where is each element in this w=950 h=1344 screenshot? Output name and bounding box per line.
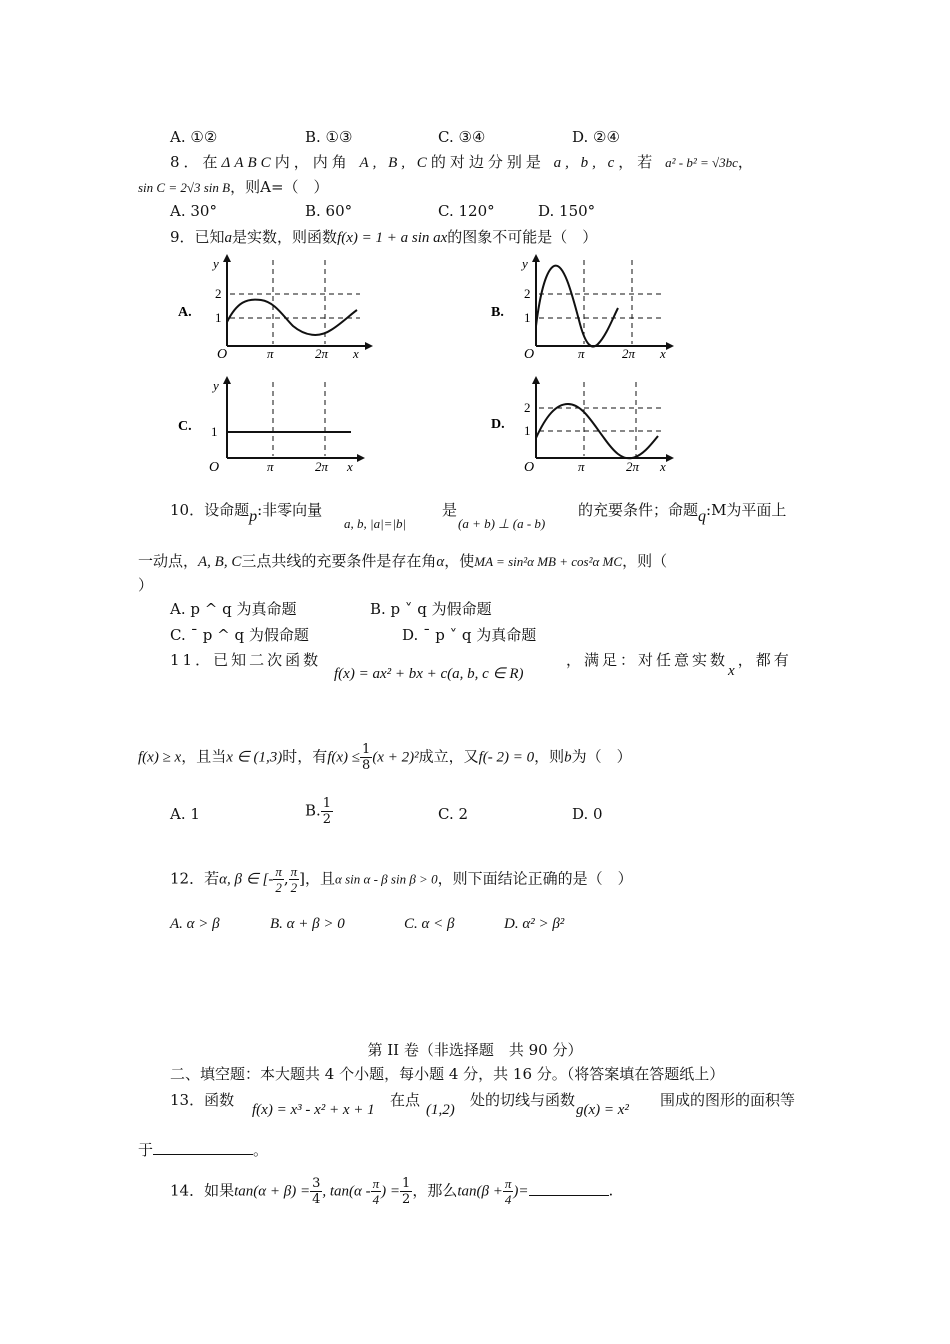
svg-text:O: O <box>217 347 228 362</box>
q13-g: g(x) = x² <box>576 1102 629 1118</box>
q13-area: 围成的图形的面积等 <box>660 1091 796 1109</box>
q11-line1a: 11．已知二次函数 <box>170 651 322 669</box>
q14-answer-blank[interactable] <box>529 1181 609 1196</box>
svg-text:2π: 2π <box>315 459 329 474</box>
q10-vectors: a, b, |a|=|b| <box>344 516 407 531</box>
q7-option-a: A. ①② <box>170 128 218 146</box>
graph-a-label: A. <box>178 305 192 320</box>
graph-c-label: C. <box>178 419 192 434</box>
graph-b-label: B. <box>491 305 504 320</box>
q10-option-a: A. p ^ q 为真命题 <box>170 600 297 618</box>
q12-option-d: D. α² > β² <box>504 916 565 932</box>
svg-text:y: y <box>213 378 219 393</box>
q8-line1: 8．在ΔABC内，内角 A, B, C的对边分别是 a, b, c，若 a² - b² = √3bc， <box>170 153 757 171</box>
svg-text:1: 1 <box>524 423 531 438</box>
svg-text:x: x <box>347 459 353 474</box>
q10-is: 是 <box>442 501 458 519</box>
svg-text:2π: 2π <box>315 346 329 361</box>
graph-d-label: D. <box>491 417 505 432</box>
q13-line1a: 13．函数 <box>170 1091 235 1109</box>
svg-text:2: 2 <box>524 286 531 301</box>
q10-line1: 10．设命题p:非零向量 <box>170 501 323 525</box>
svg-text:1: 1 <box>215 310 222 325</box>
svg-text:x: x <box>660 346 666 361</box>
svg-text:y: y <box>213 256 219 271</box>
q10-option-b: B. p ˅ q 为假命题 <box>370 600 492 618</box>
svg-text:y: y <box>522 256 528 271</box>
q12-option-b: B. α + β > 0 <box>270 916 345 932</box>
q12-stem: 12．若α, β ∈ [- $\frac{\pi}{2}$ , $\frac{\pi}{2}$ ]，且α sin α - β sin β > 0，则下面结论正确的是（ ） <box>170 864 633 895</box>
svg-text:π: π <box>578 346 585 361</box>
svg-text:O: O <box>209 460 220 475</box>
q10-perp: (a + b) ⊥ (a - b) <box>458 516 546 531</box>
svg-text:2: 2 <box>215 286 222 301</box>
q7-option-c: C. ③④ <box>438 128 486 146</box>
q14-stem: 14．如果tan(α + β) = $\frac{3}{4}$ , tan(α - $\frac{\pi}{4}$ ) = $\frac{1}{2}$ ，那么tan(β + $\frac{\pi}{4}$ )= . <box>170 1176 614 1207</box>
q11-option-b: B. $\frac{1}{2}$ <box>305 796 332 827</box>
q9-graph-b <box>488 250 688 362</box>
q13-at-point: 在点 <box>390 1091 421 1109</box>
svg-text:2π: 2π <box>626 459 640 474</box>
q13-answer-blank[interactable] <box>153 1140 253 1155</box>
q13-point: (1,2) <box>426 1102 455 1118</box>
svg-text:1: 1 <box>524 310 531 325</box>
q9-graph-a <box>175 250 375 362</box>
q13-line2: 于 。 <box>138 1141 269 1159</box>
svg-text:O: O <box>524 460 535 475</box>
q8-option-c: C. 120° <box>438 202 495 220</box>
q12-option-c: C. α < β <box>404 916 455 932</box>
q10-line3: ） <box>138 576 154 594</box>
q7-option-b: B. ①③ <box>305 128 353 146</box>
svg-text:π: π <box>267 459 274 474</box>
q9-graph-c <box>175 372 375 478</box>
q8-option-d: D. 150° <box>538 202 596 220</box>
q8-option-a: A. 30° <box>170 202 217 220</box>
svg-text:x: x <box>353 346 359 361</box>
q10-option-d: D. ¯ p ˅ q 为真命题 <box>402 626 537 644</box>
q10-line1-tail: 的充要条件；命题q:M为平面上 <box>578 501 787 525</box>
q10-option-c: C. ¯ p ^ q 为假命题 <box>170 626 309 644</box>
q13-tangent: 处的切线与函数 <box>470 1091 576 1109</box>
svg-text:2: 2 <box>524 400 531 415</box>
q8-option-b: B. 60° <box>305 202 353 220</box>
q8-line2: sin C = 2√3 sin B，则A=（ ） <box>138 178 329 196</box>
q11-option-d: D. 0 <box>572 805 603 823</box>
svg-text:2π: 2π <box>622 346 636 361</box>
svg-text:π: π <box>578 459 585 474</box>
q7-option-d: D. ②④ <box>572 128 620 146</box>
svg-text:x: x <box>660 459 666 474</box>
q11-line1b: ，满足：对任意实数x，都有 <box>566 651 792 679</box>
q9-stem: 9．已知a是实数，则函数f(x) = 1 + a sin ax的图象不可能是（ ） <box>170 228 598 246</box>
q11-option-c: C. 2 <box>438 805 469 823</box>
q12-option-a: A. α > β <box>170 916 220 932</box>
q11-option-a: A. 1 <box>170 805 200 823</box>
q11-line2: f(x) ≥ x，且当x ∈ (1,3)时，有f(x) ≤ $\frac{1}{8}$ (x + 2)²成立，又f(- 2) = 0，则b为（ ） <box>138 742 632 773</box>
q9-graph-d <box>488 372 688 478</box>
q10-line2: 一动点，A, B, C三点共线的充要条件是存在角α，使MA = sin²α MB + cos²α MC，则（ <box>138 552 668 570</box>
q11-func: f(x) = ax² + bx + c(a, b, c ∈ R) <box>334 666 524 682</box>
part2-title: 第 II 卷（非选择题 共 90 分） <box>367 1041 583 1059</box>
q13-f: f(x) = x³ - x² + x + 1 <box>252 1102 375 1118</box>
svg-text:π: π <box>267 346 274 361</box>
svg-text:O: O <box>524 347 535 362</box>
section-fill-in: 二、填空题：本大题共 4 个小题，每小题 4 分，共 16 分。（将答案填在答题纸上） <box>170 1065 725 1083</box>
svg-text:1: 1 <box>211 424 218 439</box>
